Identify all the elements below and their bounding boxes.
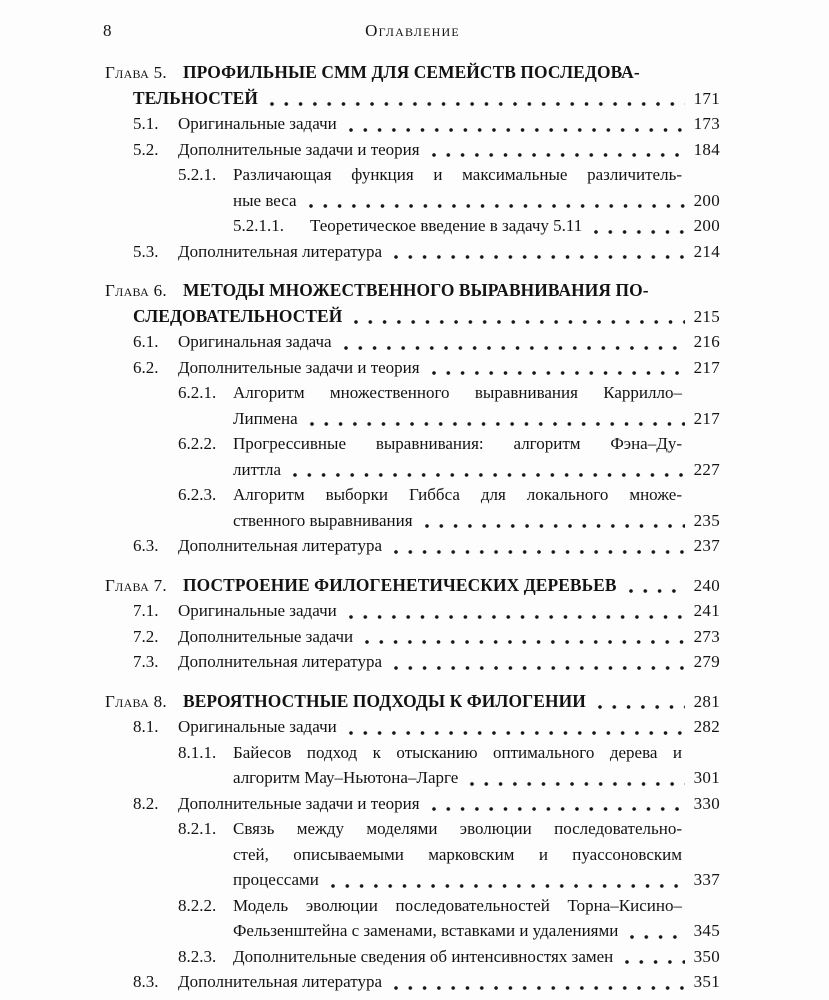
entry-title-line: Оригинальная задача bbox=[178, 332, 332, 351]
entry-line bbox=[105, 649, 720, 675]
toc-list bbox=[105, 60, 720, 995]
toc-entry bbox=[105, 162, 720, 213]
entry-page-number: 200 bbox=[693, 216, 720, 235]
dot-leader bbox=[625, 960, 685, 964]
entry-number: 5.1. bbox=[133, 114, 159, 133]
entry-line bbox=[105, 239, 720, 265]
entry-page-number: 171 bbox=[693, 88, 720, 108]
entry-number: 6.3. bbox=[133, 536, 159, 555]
toc-entry bbox=[105, 791, 720, 817]
entry-page-number: 184 bbox=[693, 139, 720, 159]
dot-leader bbox=[629, 589, 685, 593]
dot-leader bbox=[394, 550, 685, 554]
toc-entry bbox=[105, 60, 720, 111]
entry-page-number: 200 bbox=[693, 190, 720, 210]
dot-leader bbox=[349, 731, 685, 735]
dot-leader bbox=[630, 935, 685, 939]
entry-title-line: Различающая функция и максимальные различитель- bbox=[233, 165, 682, 184]
toc-entry bbox=[105, 482, 720, 533]
toc-entry bbox=[105, 624, 720, 650]
entry-number: Глава 7. bbox=[105, 575, 167, 595]
entry-page-number: 214 bbox=[693, 241, 720, 261]
entry-title-line: Оригинальные задачи bbox=[178, 601, 337, 620]
dot-leader bbox=[293, 473, 685, 477]
toc-entry bbox=[105, 329, 720, 355]
entry-title-line: МЕТОДЫ МНОЖЕСТВЕННОГО ВЫРАВНИВАНИЯ ПО- bbox=[183, 280, 649, 300]
entry-title-line: Дополнительные задачи bbox=[178, 626, 354, 646]
entry-page-number: 330 bbox=[693, 793, 720, 813]
dot-leader bbox=[470, 782, 685, 786]
dot-leader bbox=[598, 705, 685, 709]
entry-line bbox=[105, 714, 720, 740]
entry-line bbox=[105, 689, 720, 715]
toc-entry bbox=[105, 944, 720, 970]
entry-line bbox=[105, 533, 720, 559]
entry-title-line: ные веса bbox=[233, 190, 297, 210]
entry-page-number: 215 bbox=[693, 306, 720, 326]
entry-line bbox=[105, 380, 720, 406]
entry-line bbox=[105, 816, 720, 842]
entry-page-number: 237 bbox=[693, 536, 720, 555]
dot-leader bbox=[432, 807, 685, 811]
entry-title-line: Алгоритм множественного выравнивания Каррилло– bbox=[233, 383, 682, 402]
page-content bbox=[105, 21, 720, 995]
toc-entry bbox=[105, 111, 720, 137]
toc-entry bbox=[105, 213, 720, 239]
entry-page-number: 350 bbox=[693, 946, 720, 966]
dot-leader bbox=[349, 615, 685, 619]
toc-entry bbox=[105, 533, 720, 559]
entry-line bbox=[105, 624, 720, 650]
entry-line bbox=[105, 482, 720, 508]
entry-title-line: литтла bbox=[233, 459, 282, 479]
entry-page-number: 241 bbox=[693, 601, 720, 620]
entry-line bbox=[105, 188, 720, 214]
dot-leader bbox=[432, 153, 685, 157]
entry-title-line: Алгоритм выборки Гиббса для локального множе- bbox=[233, 485, 682, 504]
toc-entry bbox=[105, 431, 720, 482]
entry-number: 8.2.1. bbox=[178, 819, 217, 838]
entry-title-line: ТЕЛЬНОСТЕЙ bbox=[133, 87, 258, 108]
entry-title-line: ПРОФИЛЬНЫЕ СММ ДЛЯ СЕМЕЙСТВ ПОСЛЕДОВА- bbox=[183, 62, 640, 82]
entry-title-line: Дополнительная литература bbox=[178, 652, 382, 671]
dot-leader bbox=[432, 371, 685, 375]
entry-line bbox=[105, 213, 720, 239]
entry-title-line: Прогрессивные выравнивания: алгоритм Фэна–Ду- bbox=[233, 434, 682, 453]
entry-title-line: ственного выравнивания bbox=[233, 510, 413, 530]
entry-title-line: Модель эволюции последовательностей Торна–Кисино– bbox=[233, 895, 682, 915]
entry-page-number: 351 bbox=[693, 972, 720, 991]
entry-title-line: Фельзенштейна с заменами, вставками и удалениями bbox=[233, 921, 619, 940]
toc-entry bbox=[105, 278, 720, 329]
entry-title-line: Дополнительные сведения об интенсивностях замен bbox=[233, 946, 614, 966]
entry-title-line: ПОСТРОЕНИЕ ФИЛОГЕНЕТИЧЕСКИХ ДЕРЕВЬЕВ bbox=[183, 574, 617, 595]
dot-leader bbox=[394, 986, 685, 990]
entry-title-line: Дополнительная литература bbox=[178, 536, 382, 555]
entry-page-number: 345 bbox=[693, 921, 720, 940]
entry-line bbox=[105, 304, 720, 330]
entry-page-number: 235 bbox=[693, 510, 720, 530]
entry-title-line: Оригинальные задачи bbox=[178, 114, 337, 133]
entry-line bbox=[105, 842, 720, 868]
toc-entry bbox=[105, 598, 720, 624]
dot-leader bbox=[394, 255, 685, 259]
entry-number: 5.3. bbox=[133, 241, 159, 261]
entry-number: 8.3. bbox=[133, 972, 159, 991]
entry-page-number: 173 bbox=[693, 114, 720, 133]
entry-title-line: Дополнительная литература bbox=[178, 241, 382, 261]
entry-line bbox=[105, 111, 720, 137]
dot-leader bbox=[365, 640, 685, 644]
entry-line bbox=[105, 893, 720, 919]
entry-line bbox=[105, 329, 720, 355]
entry-line bbox=[105, 162, 720, 188]
entry-title-line: Дополнительные задачи и теория bbox=[178, 139, 420, 159]
entry-line bbox=[105, 573, 720, 599]
entry-title-line: Теоретическое введение в задачу 5.11 bbox=[310, 216, 583, 235]
toc-entry bbox=[105, 740, 720, 791]
toc-entry bbox=[105, 714, 720, 740]
entry-page-number: 217 bbox=[693, 408, 720, 428]
entry-number: Глава 6. bbox=[105, 281, 167, 300]
entry-line bbox=[105, 740, 720, 766]
entry-line bbox=[105, 918, 720, 944]
entry-line bbox=[105, 867, 720, 893]
entry-title-line: Дополнительная литература bbox=[178, 972, 382, 991]
entry-title-line: СЛЕДОВАТЕЛЬНОСТЕЙ bbox=[133, 305, 343, 326]
entry-number: 6.2.1. bbox=[178, 383, 217, 402]
entry-line bbox=[105, 765, 720, 791]
entry-number: 7.2. bbox=[133, 626, 159, 646]
dot-leader bbox=[394, 666, 685, 670]
entry-number: 6.2.3. bbox=[178, 485, 217, 504]
entry-title-line: Байесов подход к отысканию оптимального дерева и bbox=[233, 742, 682, 762]
entry-title-line: Оригинальные задачи bbox=[178, 717, 337, 736]
entry-number: 8.1. bbox=[133, 717, 159, 736]
entry-number: 6.1. bbox=[133, 332, 159, 351]
entry-page-number: 337 bbox=[693, 870, 720, 889]
entry-title-line: Дополнительные задачи и теория bbox=[178, 793, 420, 813]
entry-number: 5.2.1. bbox=[178, 165, 217, 184]
entry-page-number: 217 bbox=[693, 357, 720, 377]
entry-line bbox=[105, 278, 720, 304]
entry-number: 8.2. bbox=[133, 793, 159, 813]
entry-title-line: алгоритм Мау–Ньютона–Ларге bbox=[233, 768, 459, 787]
page-header bbox=[105, 21, 720, 47]
dot-leader bbox=[310, 422, 685, 426]
dot-leader bbox=[331, 884, 685, 888]
entry-title-line: Дополнительные задачи и теория bbox=[178, 357, 420, 377]
toc-entry bbox=[105, 893, 720, 944]
dot-leader bbox=[270, 102, 685, 106]
entry-number: 7.1. bbox=[133, 601, 159, 620]
entry-line bbox=[105, 355, 720, 381]
toc-entry bbox=[105, 380, 720, 431]
entry-number: 7.3. bbox=[133, 652, 159, 671]
toc-entry bbox=[105, 573, 720, 599]
entry-page-number: 282 bbox=[693, 717, 720, 736]
dot-leader bbox=[425, 524, 685, 528]
toc-entry bbox=[105, 239, 720, 265]
entry-number: Глава 8. bbox=[105, 691, 167, 711]
entry-number: 8.2.2. bbox=[178, 895, 217, 915]
toc-entry bbox=[105, 816, 720, 893]
entry-line bbox=[105, 598, 720, 624]
entry-line bbox=[105, 60, 720, 86]
entry-line bbox=[105, 431, 720, 457]
entry-number: 8.2.3. bbox=[178, 946, 217, 966]
entry-line bbox=[105, 791, 720, 817]
entry-line bbox=[105, 969, 720, 995]
entry-title-line: стей, описываемыми марковским и пуассоновским bbox=[233, 844, 682, 864]
toc-entry bbox=[105, 969, 720, 995]
page-number-top: 8 bbox=[103, 21, 112, 40]
entry-page-number: 216 bbox=[693, 332, 720, 351]
entry-page-number: 273 bbox=[693, 626, 720, 646]
entry-line bbox=[105, 508, 720, 534]
entry-title-line: Связь между моделями эволюции последовательно- bbox=[233, 819, 682, 838]
entry-line bbox=[105, 944, 720, 970]
entry-title-line: ВЕРОЯТНОСТНЫЕ ПОДХОДЫ К ФИЛОГЕНИИ bbox=[183, 690, 586, 711]
toc-entry bbox=[105, 689, 720, 715]
contents-heading: Оглавление bbox=[365, 21, 460, 40]
entry-title-line: Липмена bbox=[233, 408, 298, 428]
entry-page-number: 240 bbox=[693, 575, 720, 595]
entry-number: 6.2. bbox=[133, 357, 159, 377]
dot-leader bbox=[349, 128, 685, 132]
dot-leader bbox=[354, 320, 685, 324]
entry-number: 8.1.1. bbox=[178, 742, 217, 762]
dot-leader bbox=[594, 230, 685, 234]
entry-page-number: 279 bbox=[693, 652, 720, 671]
toc-entry bbox=[105, 355, 720, 381]
toc-entry bbox=[105, 137, 720, 163]
entry-page-number: 281 bbox=[693, 691, 720, 711]
entry-number: 5.2. bbox=[133, 139, 159, 159]
entry-number: 5.2.1.1. bbox=[233, 216, 284, 235]
entry-line bbox=[105, 137, 720, 163]
dot-leader bbox=[309, 204, 685, 208]
entry-page-number: 227 bbox=[693, 459, 720, 479]
entry-page-number: 301 bbox=[693, 768, 720, 787]
entry-number: 6.2.2. bbox=[178, 434, 217, 453]
entry-line bbox=[105, 86, 720, 112]
entry-number: Глава 5. bbox=[105, 63, 167, 82]
entry-line bbox=[105, 457, 720, 483]
entry-title-line: процессами bbox=[233, 870, 319, 889]
entry-line bbox=[105, 406, 720, 432]
dot-leader bbox=[344, 346, 685, 350]
toc-entry bbox=[105, 649, 720, 675]
